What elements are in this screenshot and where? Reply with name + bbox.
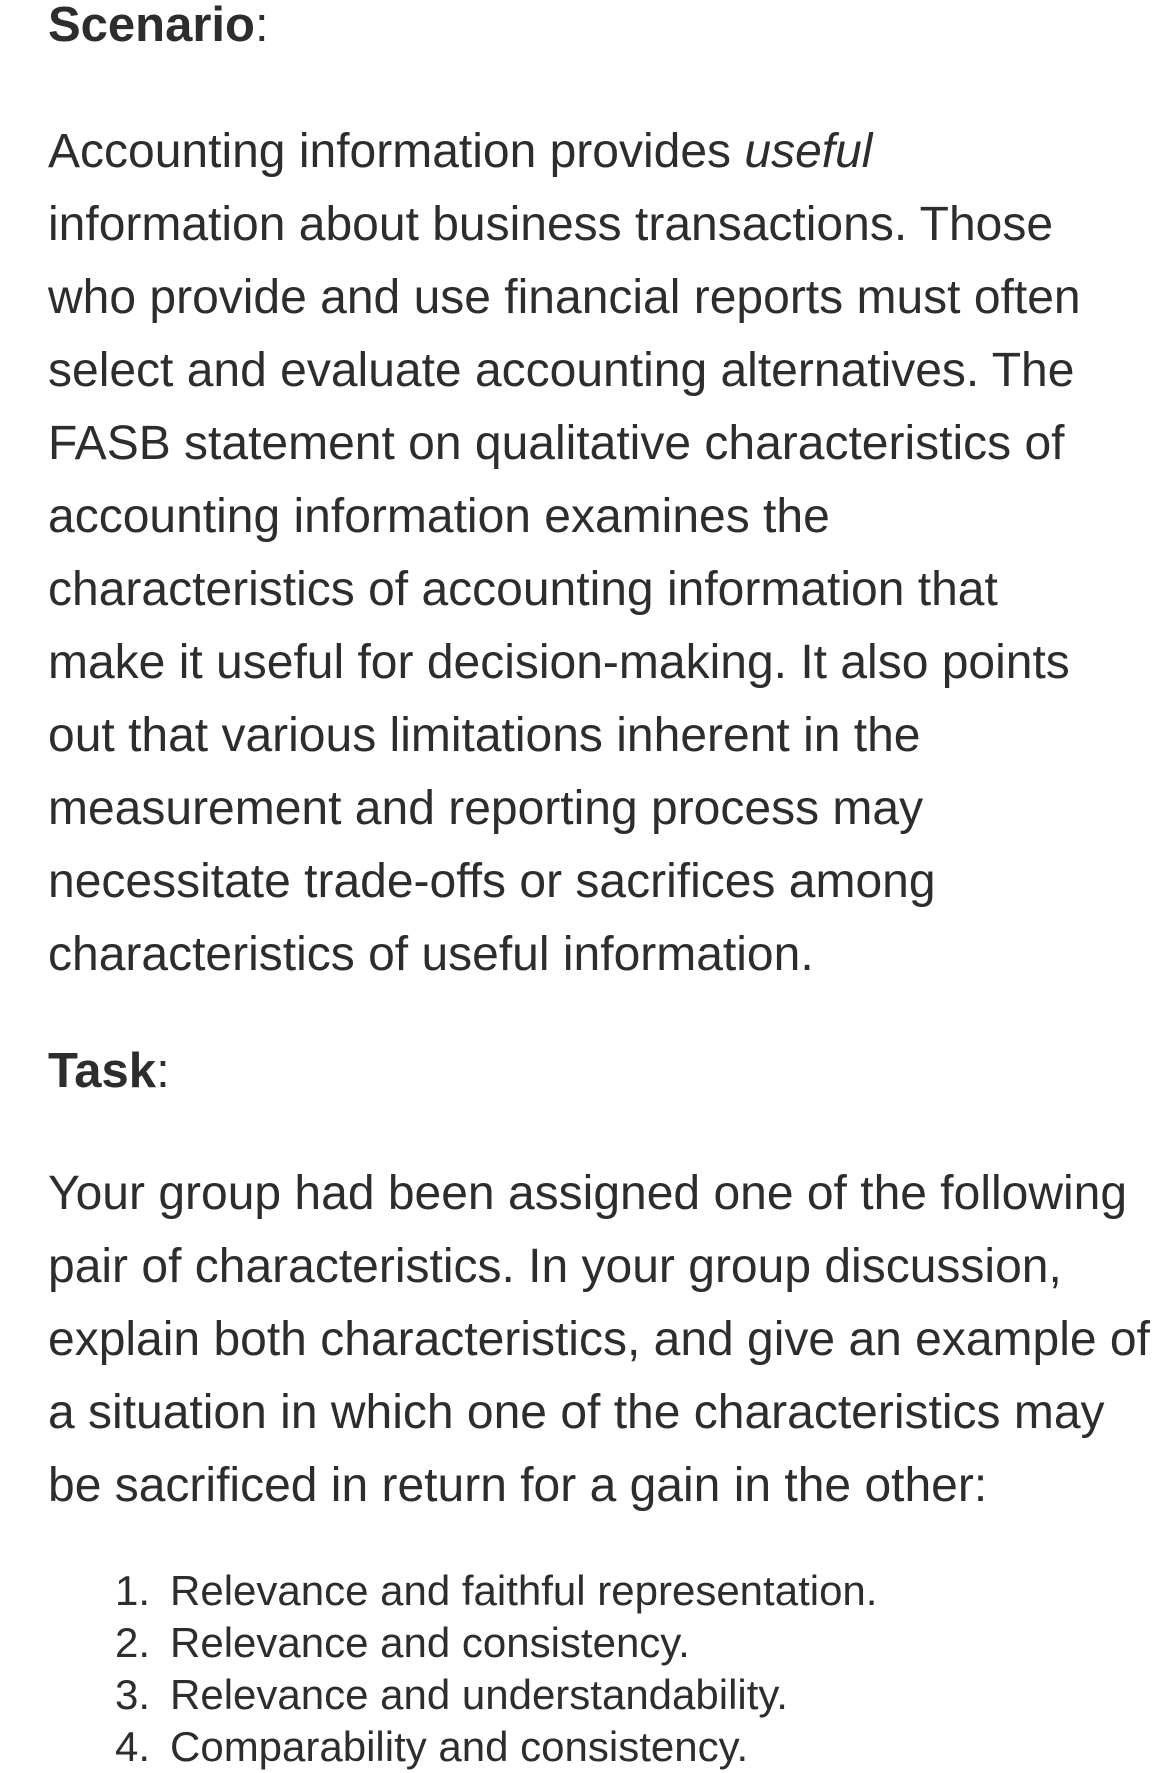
task-line: Your group had been assigned one of the following [48,1167,1128,1220]
list-item-text: Relevance and understandability. [170,1671,788,1718]
list-item-text: Relevance and consistency. [170,1619,690,1666]
list-item-number: 4. [115,1723,151,1770]
scenario-line: accounting information examines the [48,490,830,543]
scenario-line: characteristics of useful information. [48,928,814,981]
list-item-number: 1. [115,1567,151,1614]
list-item-text: Comparability and consistency. [170,1723,749,1770]
task-line: pair of characteristics. In your group discussion, [48,1240,1062,1293]
task-paragraph [48,1157,1148,1522]
task-heading-label: Task [48,1044,157,1098]
emphasis-useful: useful [744,125,873,178]
scenario-line: select and evaluate accounting alternatives. The [48,344,1075,397]
task-line: a situation in which one of the characteristics may [48,1386,1105,1439]
task-heading-colon: : [156,1044,170,1098]
scenario-line [48,115,1148,188]
scenario-line: who provide and use financial reports must often [48,271,1081,324]
scenario-line-text: Accounting information provides [48,125,745,178]
scenario-line: information about business transactions. Those [48,198,1054,251]
task-line: be sacrificed in return for a gain in the other: [48,1459,988,1512]
scenario-line: FASB statement on qualitative characteristics of [48,417,1065,470]
scenario-heading-colon: : [254,0,269,52]
list-item [115,1617,877,1669]
list-item [115,1721,877,1773]
characteristics-list [115,1565,877,1773]
scenario-line: necessitate trade-offs or sacrifices among [48,855,936,908]
scenario-heading-label: Scenario [48,0,255,52]
list-item [115,1565,877,1617]
list-item-number: 2. [115,1619,151,1666]
scenario-line: make it useful for decision-making. It also points [48,636,1070,689]
scenario-line: characteristics of accounting information that [48,563,998,616]
scenario-line: measurement and reporting process may [48,782,924,835]
scenario-line: out that various limitations inherent in the [48,709,921,762]
task-line: explain both characteristics, and give an example of [48,1313,1150,1366]
task-heading [48,1041,170,1101]
list-item-text: Relevance and faithful representation. [170,1567,878,1614]
list-item-number: 3. [115,1671,151,1718]
list-item [115,1669,877,1721]
scenario-paragraph [48,115,1148,991]
scenario-heading [48,0,269,55]
